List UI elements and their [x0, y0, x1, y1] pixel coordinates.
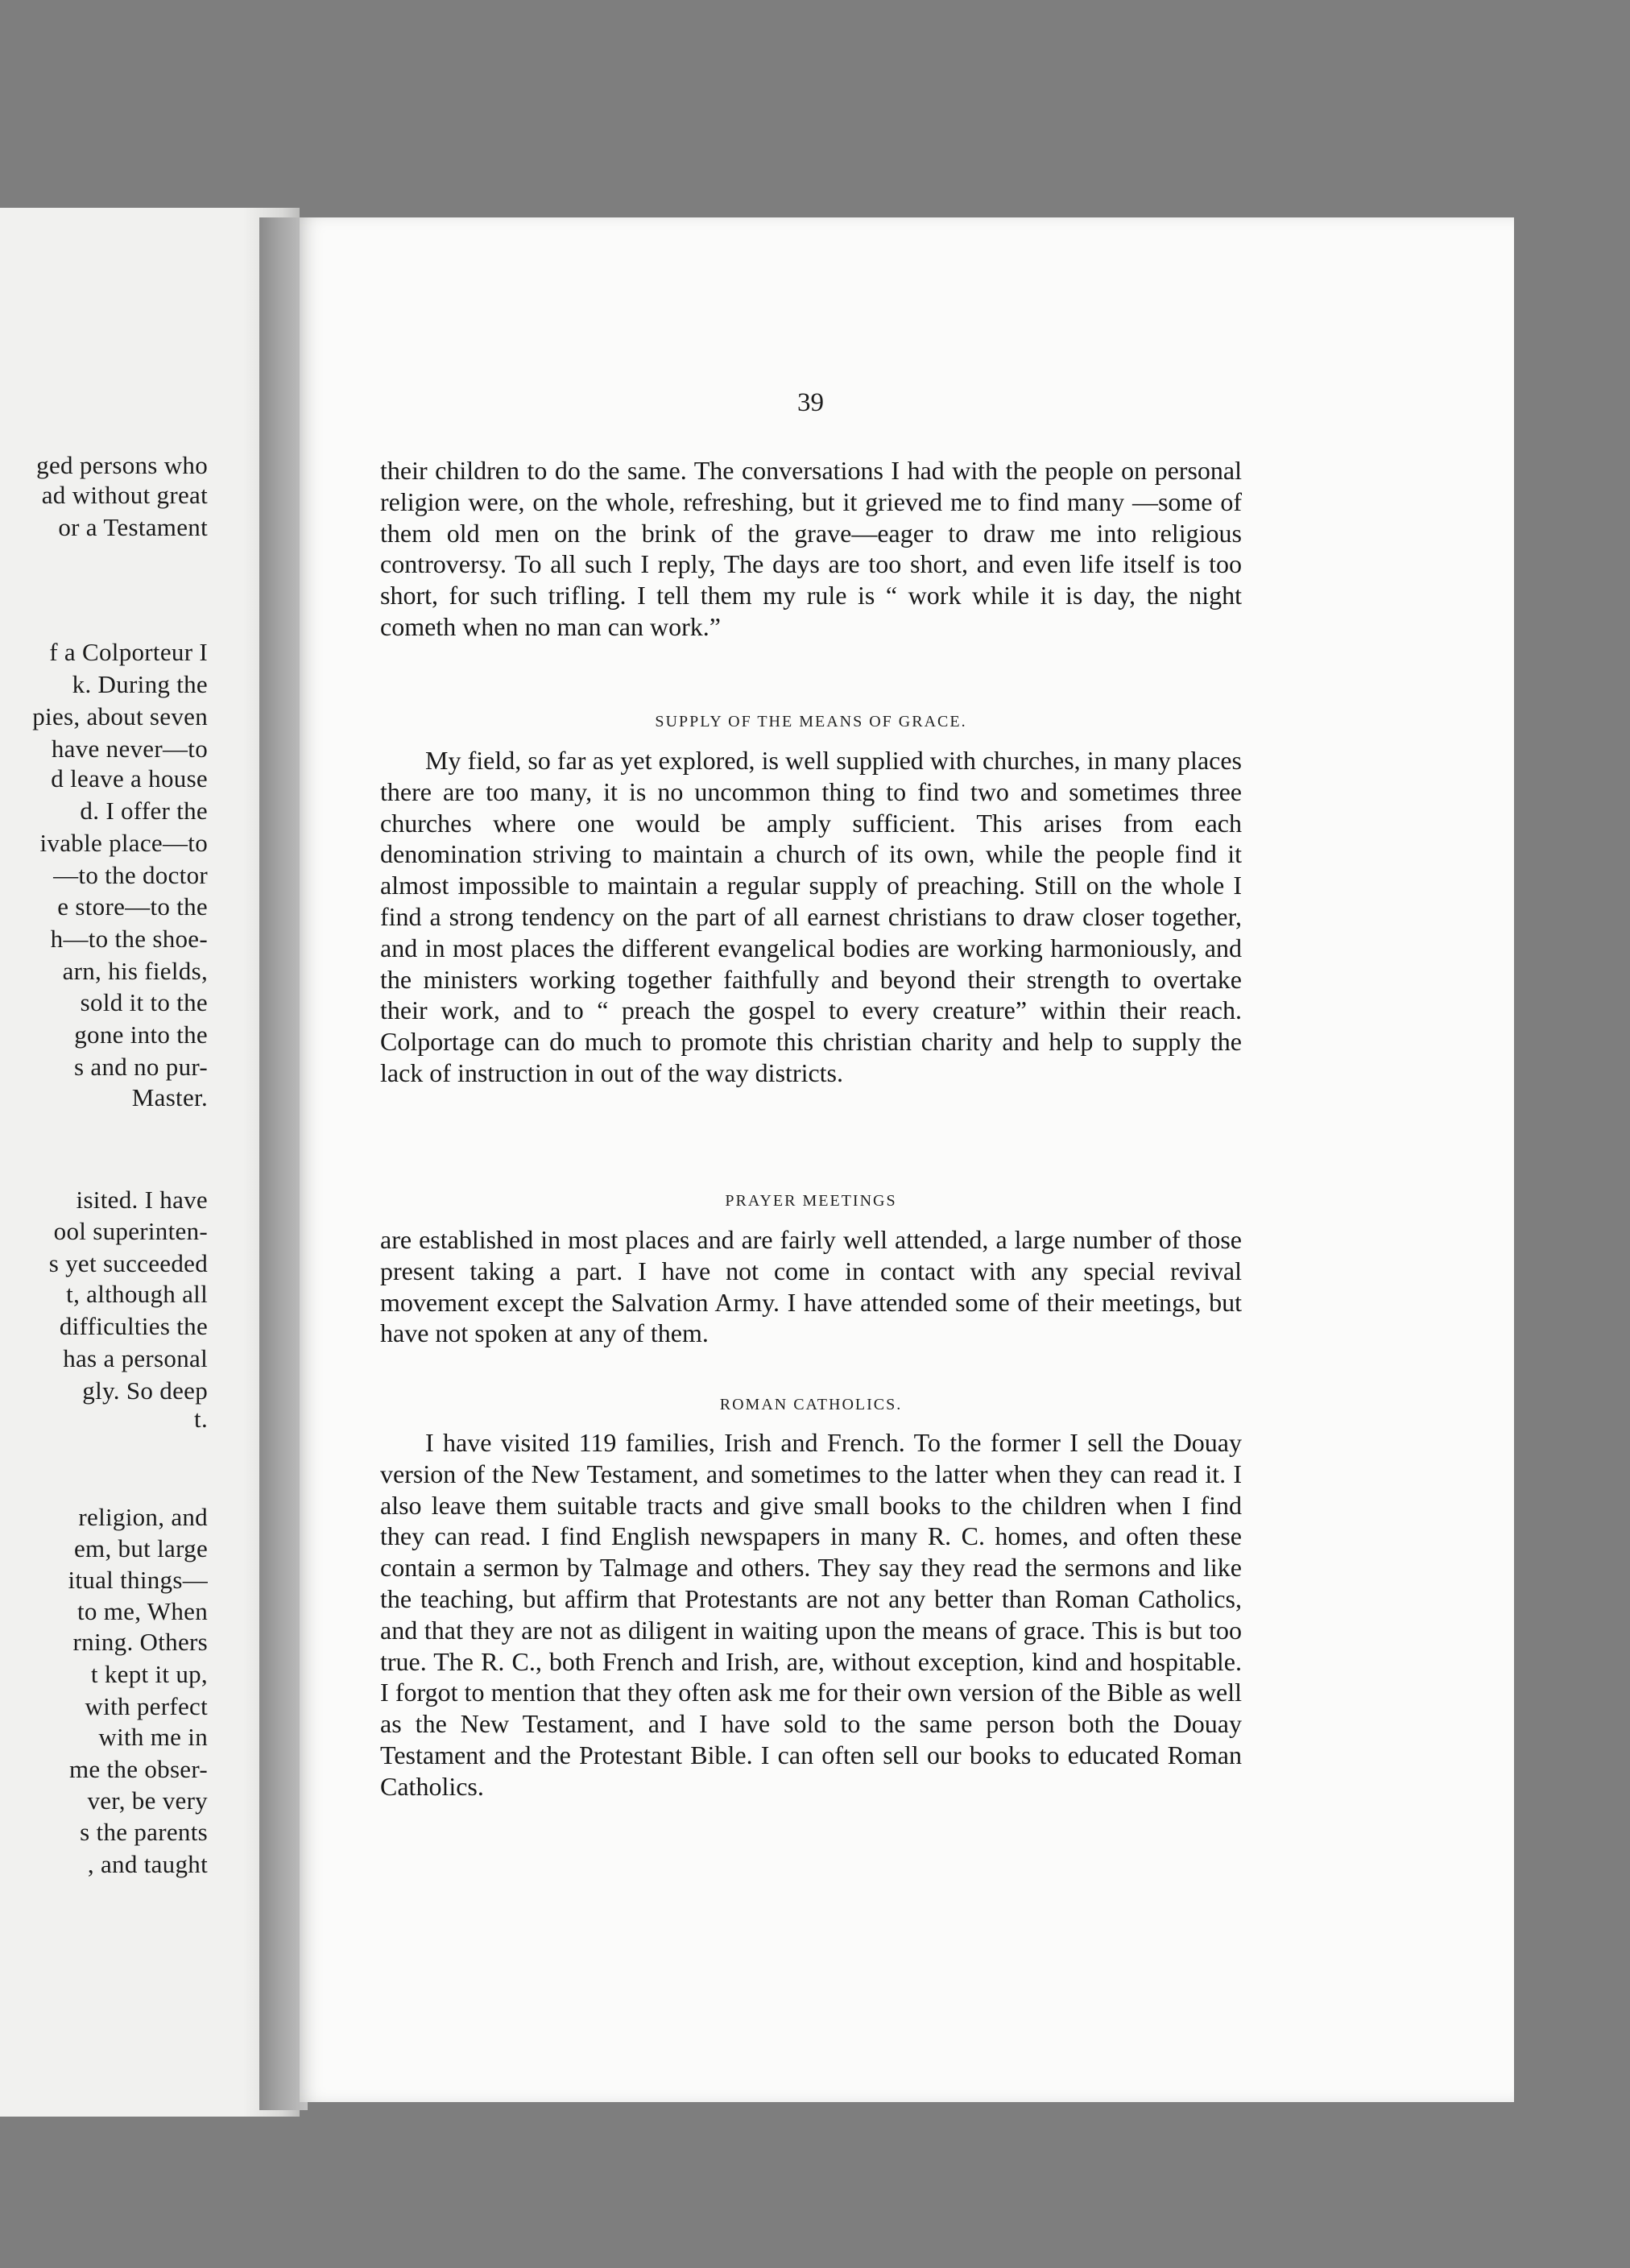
- left-page-line: h—to the shoe-: [50, 925, 208, 953]
- left-page-line: t, although all: [66, 1280, 208, 1308]
- left-page-line: em, but large: [73, 1534, 208, 1562]
- left-page-line: have never—to: [51, 735, 208, 763]
- heading-roman-catholics: ROMAN CATHOLICS.: [719, 1396, 903, 1413]
- left-page-line: s and no pur-: [74, 1053, 208, 1081]
- left-page-line: ver, be very: [87, 1786, 208, 1815]
- left-page-line: ivable place—to: [39, 829, 208, 857]
- paragraph-my-field: [380, 745, 1242, 1089]
- left-page-line: arn, his fields,: [62, 957, 208, 985]
- paragraph-text: their children to do the same. The conversations I had with the people on personal religion were, on the whole, refreshing, but it grieved me to find many —some of them old men on the brink of the grave—eager to draw me into religious controversy. To all such I reply, The days are too short, and even life itself is too short, for such trifling. I tell them my rule is “ work while it is day, the night cometh when no man can work.”: [380, 456, 1242, 641]
- paragraph-text: My field, so far as yet explored, is well supplied with churches, in many places there are too many, it is no uncommon thing to find two and sometimes three churches where one would be amply sufficient. This arises from each denomination striving to maintain a church of its own, while the people find it almost impossible to maintain a regular supply of preaching. Still on the whole I find a strong tendency on the part of all earnest christians to draw closer together, and in most places the different evangelical bodies are working harmoniously, and the ministers working together faithfully and beyond their strength to overtake their work, and to “ preach the gospel to every creature” within their reach. Colportage can do much to promote this christian charity and help to supply the lack of instruction in out of the way districts.: [380, 746, 1242, 1087]
- left-page-line: sold it to the: [80, 988, 208, 1016]
- left-page-line: t kept it up,: [90, 1660, 208, 1688]
- left-page-line: s yet succeeded: [48, 1249, 208, 1277]
- left-page-line: difficulties the: [59, 1312, 208, 1340]
- left-page-line: rning. Others: [72, 1628, 208, 1656]
- left-page-line: to me, When: [77, 1597, 208, 1625]
- left-page-line: ged persons who: [36, 451, 208, 479]
- left-page-line: gly. So deep: [82, 1376, 208, 1405]
- left-page-line: t.: [194, 1405, 208, 1433]
- left-page-line: pies, about seven: [32, 702, 208, 730]
- page-number: 39: [797, 388, 824, 417]
- left-page-line: —to the doctor: [53, 861, 208, 889]
- left-page-line: isited. I have: [76, 1186, 208, 1214]
- heading-supply-of-means-of-grace: SUPPLY OF THE MEANS OF GRACE.: [655, 713, 967, 730]
- left-page-line: ad without great: [41, 481, 208, 509]
- left-page-line: e store—to the: [57, 892, 208, 921]
- left-page-line: has a personal: [63, 1344, 208, 1372]
- left-page-line: or a Testament: [58, 513, 208, 541]
- left-page-line: , and taught: [87, 1850, 208, 1878]
- heading-prayer-meetings: PRAYER MEETINGS: [725, 1192, 897, 1210]
- left-page-line: d leave a house: [51, 764, 208, 793]
- paragraph-children-conversations: [380, 455, 1242, 643]
- left-page-line: d. I offer the: [80, 797, 208, 825]
- paragraph-prayer-meetings: [380, 1224, 1242, 1349]
- paragraph-text: I have visited 119 families, Irish and French. To the former I sell the Douay version of the New Testament, and sometimes to the latter when they can read it. I also leave them suitable tracts and give small books to the children when I find they can read. I find English newspapers in many R. C. homes, and often these contain a sermon by Talmage and others. They say they read the sermons and like the teaching, but affirm that Protestants are not any better than Roman Catholics, and that they are not as diligent in waiting upon the means of grace. This is but too true. The R. C., both French and Irish, are, without exception, kind and hospitable. I forgot to mention that they often ask me for their own version of the Bible as well as the New Testament, and I have sold to the same person both the Douay Testament and the Protestant Bible. I can often sell our books to educated Roman Catholics.: [380, 1428, 1242, 1801]
- left-page-line: with me in: [98, 1723, 208, 1751]
- left-page-line: ool superinten-: [53, 1217, 208, 1245]
- left-page-line: f a Colporteur I: [49, 638, 208, 666]
- paragraph-text: are established in most places and are fairly well attended, a large number of those present taking a part. I have not come in contact with any special revival movement except the Salvation Army. I have attended some of their meetings, but have not spoken at any of them.: [380, 1225, 1242, 1348]
- paragraph-roman-catholics: [380, 1427, 1242, 1802]
- left-page-line: k. During the: [72, 670, 208, 698]
- left-page-line: gone into the: [74, 1020, 208, 1049]
- left-page-line: s the parents: [80, 1818, 208, 1846]
- left-page-line: Master.: [131, 1083, 208, 1111]
- left-page-line: me the obser-: [69, 1755, 208, 1783]
- left-page-line: with perfect: [85, 1692, 208, 1720]
- left-page-line: itual things—: [68, 1566, 208, 1594]
- left-page-line: religion, and: [78, 1503, 208, 1531]
